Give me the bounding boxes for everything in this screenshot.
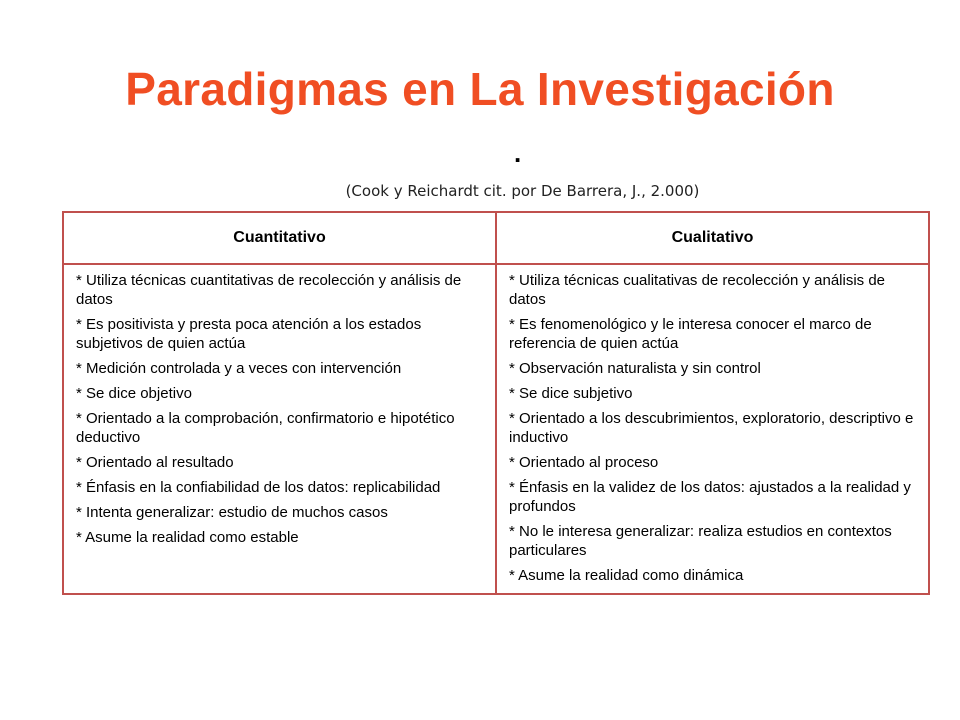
list-item: * Medición controlada y a veces con intervención xyxy=(76,360,402,377)
list-item: * Observación naturalista y sin control xyxy=(509,360,761,377)
table-row xyxy=(63,264,929,594)
cualitativo-cell xyxy=(496,264,929,594)
list-item: * Utiliza técnicas cualitativas de recolección y análisis de datos xyxy=(509,272,886,308)
list-item: * Orientado al resultado xyxy=(76,454,234,471)
list-item: * Orientado al proceso xyxy=(509,454,659,471)
paradigms-table xyxy=(62,211,930,595)
table-header-row xyxy=(63,212,929,264)
cuantitativo-cell xyxy=(63,264,496,594)
list-item: * Se dice subjetivo xyxy=(509,385,633,402)
slide-title: Paradigmas en La Investigación xyxy=(125,63,835,115)
list-item: * Énfasis en la confiabilidad de los datos: replicabilidad xyxy=(76,479,441,496)
list-item: * Asume la realidad como dinámica xyxy=(509,567,744,584)
header-cuantitativo: Cuantitativo xyxy=(63,212,496,264)
list-item: * Es fenomenológico y le interesa conocer el marco de referencia de quien actúa xyxy=(509,316,872,352)
list-item: * Se dice objetivo xyxy=(76,385,192,402)
list-item: * Intenta generalizar: estudio de muchos casos xyxy=(76,504,388,521)
list-item: * Énfasis en la validez de los datos: ajustados a la realidad y profundos xyxy=(509,479,911,515)
list-item: * Asume la realidad como estable xyxy=(76,529,299,546)
citation: (Cook y Reichardt cit. por De Barrera, J., 2.000) xyxy=(345,182,700,200)
list-item: * Utiliza técnicas cuantitativas de recolección y análisis de datos xyxy=(76,272,462,308)
list-item: * No le interesa generalizar: realiza estudios en contextos particulares xyxy=(509,523,892,559)
list-item: * Es positivista y presta poca atención a los estados subjetivos de quien actúa xyxy=(76,316,422,352)
list-item: * Orientado a la comprobación, confirmatorio e hipotético deductivo xyxy=(76,410,455,446)
header-cualitativo: Cualitativo xyxy=(496,212,929,264)
bullet-dot: . xyxy=(514,138,522,168)
list-item: * Orientado a los descubrimientos, exploratorio, descriptivo e inductivo xyxy=(509,410,914,446)
